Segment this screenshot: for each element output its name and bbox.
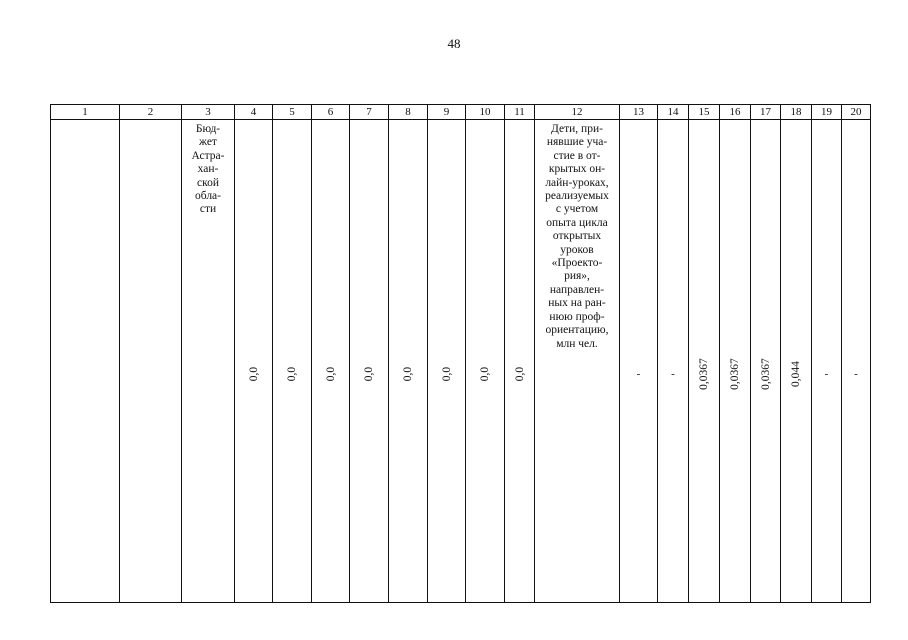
column-header: 5 [273,105,312,120]
cell-col10 [466,120,505,603]
indicator-line: ориентацию, [545,324,609,337]
value-col9: 0,0 [440,366,453,382]
indicator-line: «Проекто- [551,257,603,270]
cell-indicator [535,120,620,603]
column-header: 17 [751,105,781,120]
column-header: 13 [620,105,658,120]
column-header: 9 [428,105,466,120]
cell-col2 [120,120,182,603]
indicator-line: нюю проф- [549,310,605,323]
column-header: 20 [842,105,871,120]
indicator-line: крытых он- [548,163,606,176]
indicator-line: направлен- [549,283,605,296]
value-col13: - [636,368,641,380]
budget-line: хан- [197,163,219,176]
cell-col20 [842,120,871,603]
column-header: 16 [720,105,751,120]
column-header: 14 [658,105,689,120]
indicator-line: стие в от- [553,149,601,162]
value-col10: 0,0 [479,366,491,382]
indicator-line: опыта цикла [546,216,608,229]
budget-line: ской [196,176,219,189]
column-header: 12 [535,105,620,120]
value-col18: 0,044 [790,361,802,387]
page-number: 48 [447,36,461,51]
column-header: 15 [689,105,720,120]
value-col15: 0,0367 [698,358,710,390]
indicator-line: Дети, при- [551,123,603,135]
budget-line: жет [199,136,217,149]
column-header: 6 [312,105,350,120]
value-col6: 0,0 [324,366,337,382]
value-col11: 0,0 [513,366,526,382]
cell-col15 [689,120,720,603]
cell-col7 [350,120,389,603]
cell-col9 [428,120,466,603]
data-table [50,104,871,603]
indicator-line: открытых [552,230,602,243]
value-col20: - [854,368,858,380]
column-header: 2 [120,105,182,120]
header-row [51,105,871,120]
indicator-line: ных на ран- [548,297,606,310]
indicator-line: млн чел. [556,337,598,350]
budget-line: Астра- [191,149,225,162]
cell-col16 [720,120,751,603]
value-col5: 0,0 [286,366,298,382]
column-header: 8 [389,105,428,120]
column-header: 4 [235,105,273,120]
value-col17: 0,0367 [759,358,772,390]
column-header: 10 [466,105,505,120]
column-header: 11 [505,105,535,120]
indicator-line: с учетом [555,203,599,216]
indicator-line: рия», [564,270,590,283]
column-header: 19 [812,105,842,120]
cell-col8 [389,120,428,603]
cell-col11 [505,120,535,603]
cell-col18 [781,120,812,603]
column-header: 18 [781,105,812,120]
indicator-line: реализуемых [545,190,609,203]
indicator-line: уроков [560,243,594,256]
value-col7: 0,0 [363,366,375,382]
column-header: 3 [182,105,235,120]
cell-col17 [751,120,781,603]
budget-line: обла- [195,190,221,203]
cell-col1 [51,120,120,603]
value-col4: 0,0 [247,366,260,382]
table-row [51,120,871,603]
indicator-line: лайн-уроках, [545,176,609,189]
column-header: 7 [350,105,389,120]
indicator-line: нявшие уча- [546,136,608,149]
column-header: 1 [51,105,120,120]
value-col19: - [824,368,829,380]
cell-col4 [235,120,273,603]
cell-col14 [658,120,689,603]
value-col8: 0,0 [402,366,414,382]
cell-col6 [312,120,350,603]
cell-col5 [273,120,312,603]
value-col16: 0,0367 [729,358,741,390]
cell-budget-source [182,120,235,603]
budget-line: Бюд- [195,123,221,135]
cell-col19 [812,120,842,603]
budget-line: сти [199,203,217,216]
value-col14: - [671,368,675,380]
cell-col13 [620,120,658,603]
